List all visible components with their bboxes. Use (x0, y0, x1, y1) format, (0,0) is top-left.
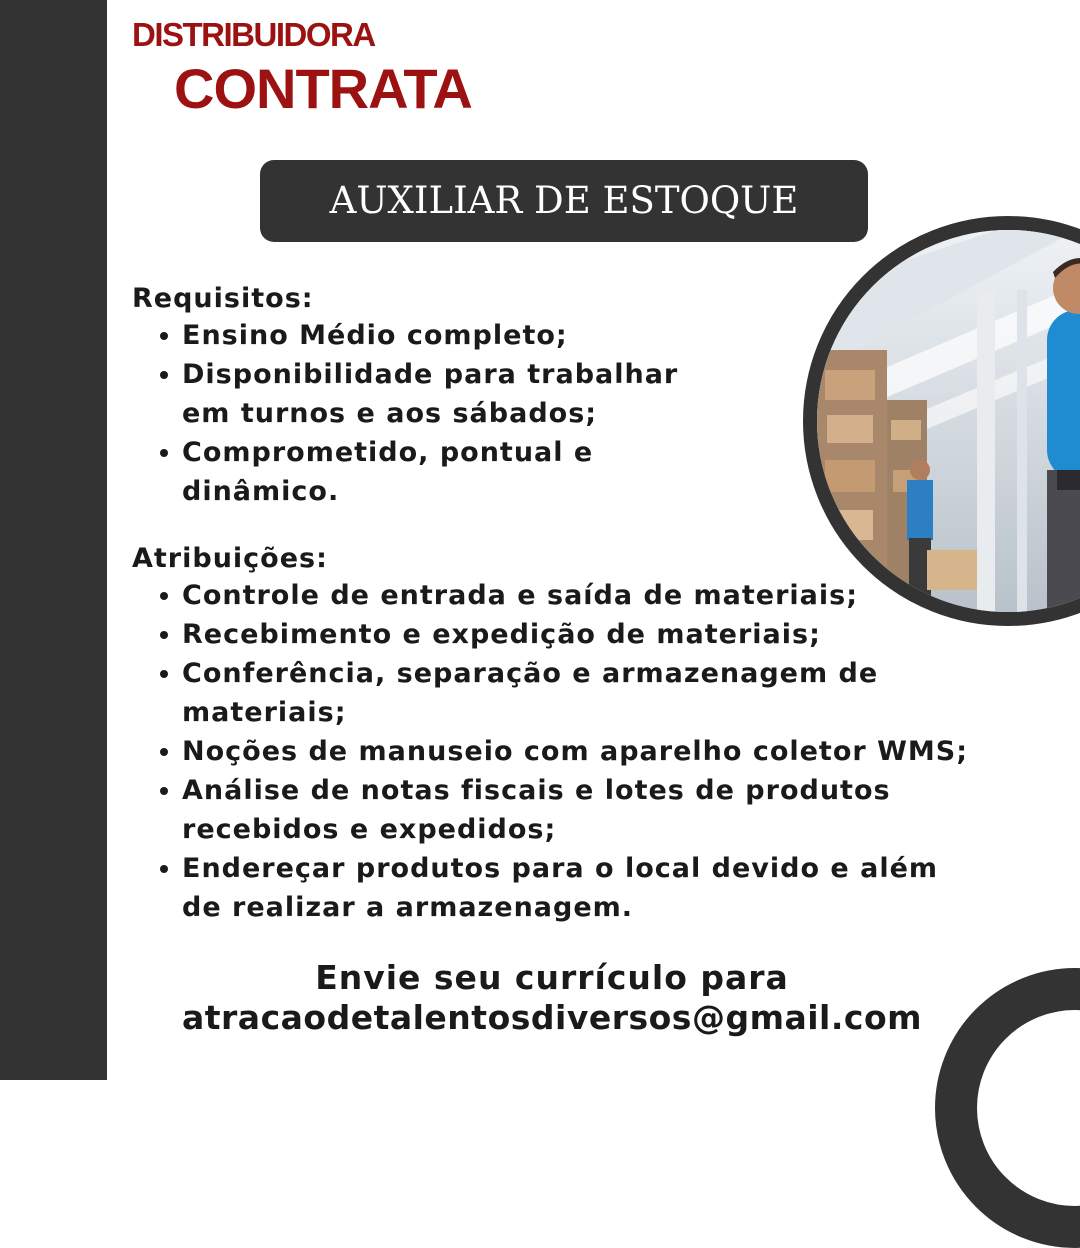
requirements-list (132, 316, 772, 511)
list-item: Noções de manuseio com aparelho coletor WMS; (132, 732, 1032, 771)
brand-big-heading: CONTRATA (174, 57, 472, 120)
list-item: Endereçar produtos para o local devido e além de realizar a armazenagem. (132, 849, 1032, 927)
requirements-heading: Requisitos: (132, 283, 314, 314)
brand-small-heading: DISTRIBUIDORA (132, 16, 375, 53)
duties-heading: Atribuições: (132, 543, 328, 574)
list-item: Ensino Médio completo; (132, 316, 772, 355)
footer-cta: Envie seu currículo para (315, 958, 789, 997)
job-title-banner: AUXILIAR DE ESTOQUE (260, 160, 868, 242)
list-item: Análise de notas fiscais e lotes de produtos recebidos e expedidos; (132, 771, 1032, 849)
requirements-section (132, 282, 772, 511)
list-item: Controle de entrada e saída de materiais; (132, 576, 1032, 615)
list-item: Conferência, separação e armazenagem de materiais; (132, 654, 1032, 732)
contact-email: atracaodetalentosdiversos@gmail.com (181, 998, 923, 1037)
duties-section (132, 542, 1032, 927)
left-side-bar (0, 0, 107, 1080)
list-item: Disponibilidade para trabalhar em turnos e aos sábados; (132, 355, 772, 433)
list-item: Recebimento e expedição de materiais; (132, 615, 1032, 654)
list-item: Comprometido, pontual e dinâmico. (132, 433, 772, 511)
duties-list (132, 576, 1032, 927)
